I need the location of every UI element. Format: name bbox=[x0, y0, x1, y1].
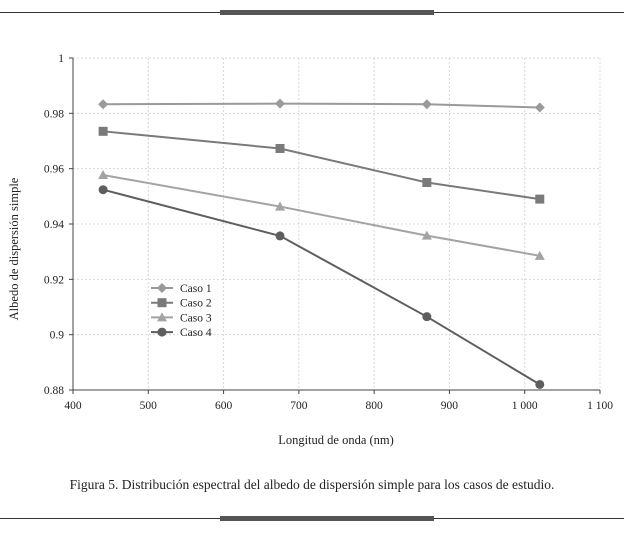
x-tick-label: 1 000 bbox=[511, 400, 538, 412]
series-line bbox=[103, 104, 540, 108]
legend-item bbox=[151, 283, 212, 295]
x-axis-label: Longitud de onda (nm) bbox=[278, 433, 394, 447]
data-point bbox=[276, 231, 285, 240]
x-tick-label: 600 bbox=[214, 400, 233, 412]
data-point bbox=[98, 170, 108, 179]
y-tick-label: 1 bbox=[58, 53, 64, 65]
data-point bbox=[535, 103, 545, 113]
x-tick-label: 1 100 bbox=[587, 400, 613, 412]
y-tick-label: 0.96 bbox=[43, 163, 64, 176]
series-2 bbox=[99, 127, 545, 204]
x-tick-label: 900 bbox=[440, 400, 459, 412]
data-point bbox=[535, 195, 544, 204]
data-point bbox=[422, 178, 431, 187]
legend-label: Caso 4 bbox=[180, 327, 212, 340]
data-point bbox=[422, 99, 432, 109]
series-line bbox=[103, 175, 540, 256]
series-3 bbox=[98, 170, 545, 260]
x-tick-label: 500 bbox=[139, 400, 157, 412]
series-1 bbox=[98, 99, 545, 113]
series-layer bbox=[98, 99, 545, 389]
data-point bbox=[99, 185, 108, 194]
legend-item bbox=[151, 298, 212, 310]
x-tick-label: 400 bbox=[64, 400, 82, 412]
figure-caption: Figura 5. Distribución espectral del albedo de dispersión simple para los casos de estudio. bbox=[69, 477, 555, 492]
x-tick-label: 700 bbox=[290, 400, 308, 412]
data-point bbox=[535, 380, 544, 389]
data-point bbox=[98, 99, 108, 109]
legend-item bbox=[151, 312, 212, 324]
legend-item bbox=[151, 327, 212, 339]
y-tick-label: 0.98 bbox=[43, 108, 64, 121]
data-point bbox=[275, 99, 285, 109]
y-axis-label: Albedo de dispersión simple bbox=[7, 177, 21, 321]
data-point bbox=[276, 144, 285, 153]
y-tick-label: 0.92 bbox=[43, 274, 64, 287]
legend-swatch-marker bbox=[157, 283, 167, 293]
data-point bbox=[99, 127, 108, 136]
legend bbox=[151, 283, 212, 339]
y-tick-label: 0.88 bbox=[43, 385, 64, 397]
legend-label: Caso 2 bbox=[180, 297, 212, 310]
bottom-ornament bbox=[220, 516, 434, 521]
legend-swatch-marker bbox=[158, 298, 167, 307]
x-tick-label: 800 bbox=[365, 400, 383, 412]
legend-label: Caso 1 bbox=[180, 283, 212, 295]
legend-label: Caso 3 bbox=[180, 312, 212, 325]
series-line bbox=[103, 131, 540, 199]
y-tick-label: 0.9 bbox=[49, 329, 64, 342]
top-ornament bbox=[220, 10, 434, 15]
data-point bbox=[422, 312, 431, 321]
legend-swatch-marker bbox=[158, 328, 167, 337]
y-tick-label: 0.94 bbox=[43, 219, 64, 231]
